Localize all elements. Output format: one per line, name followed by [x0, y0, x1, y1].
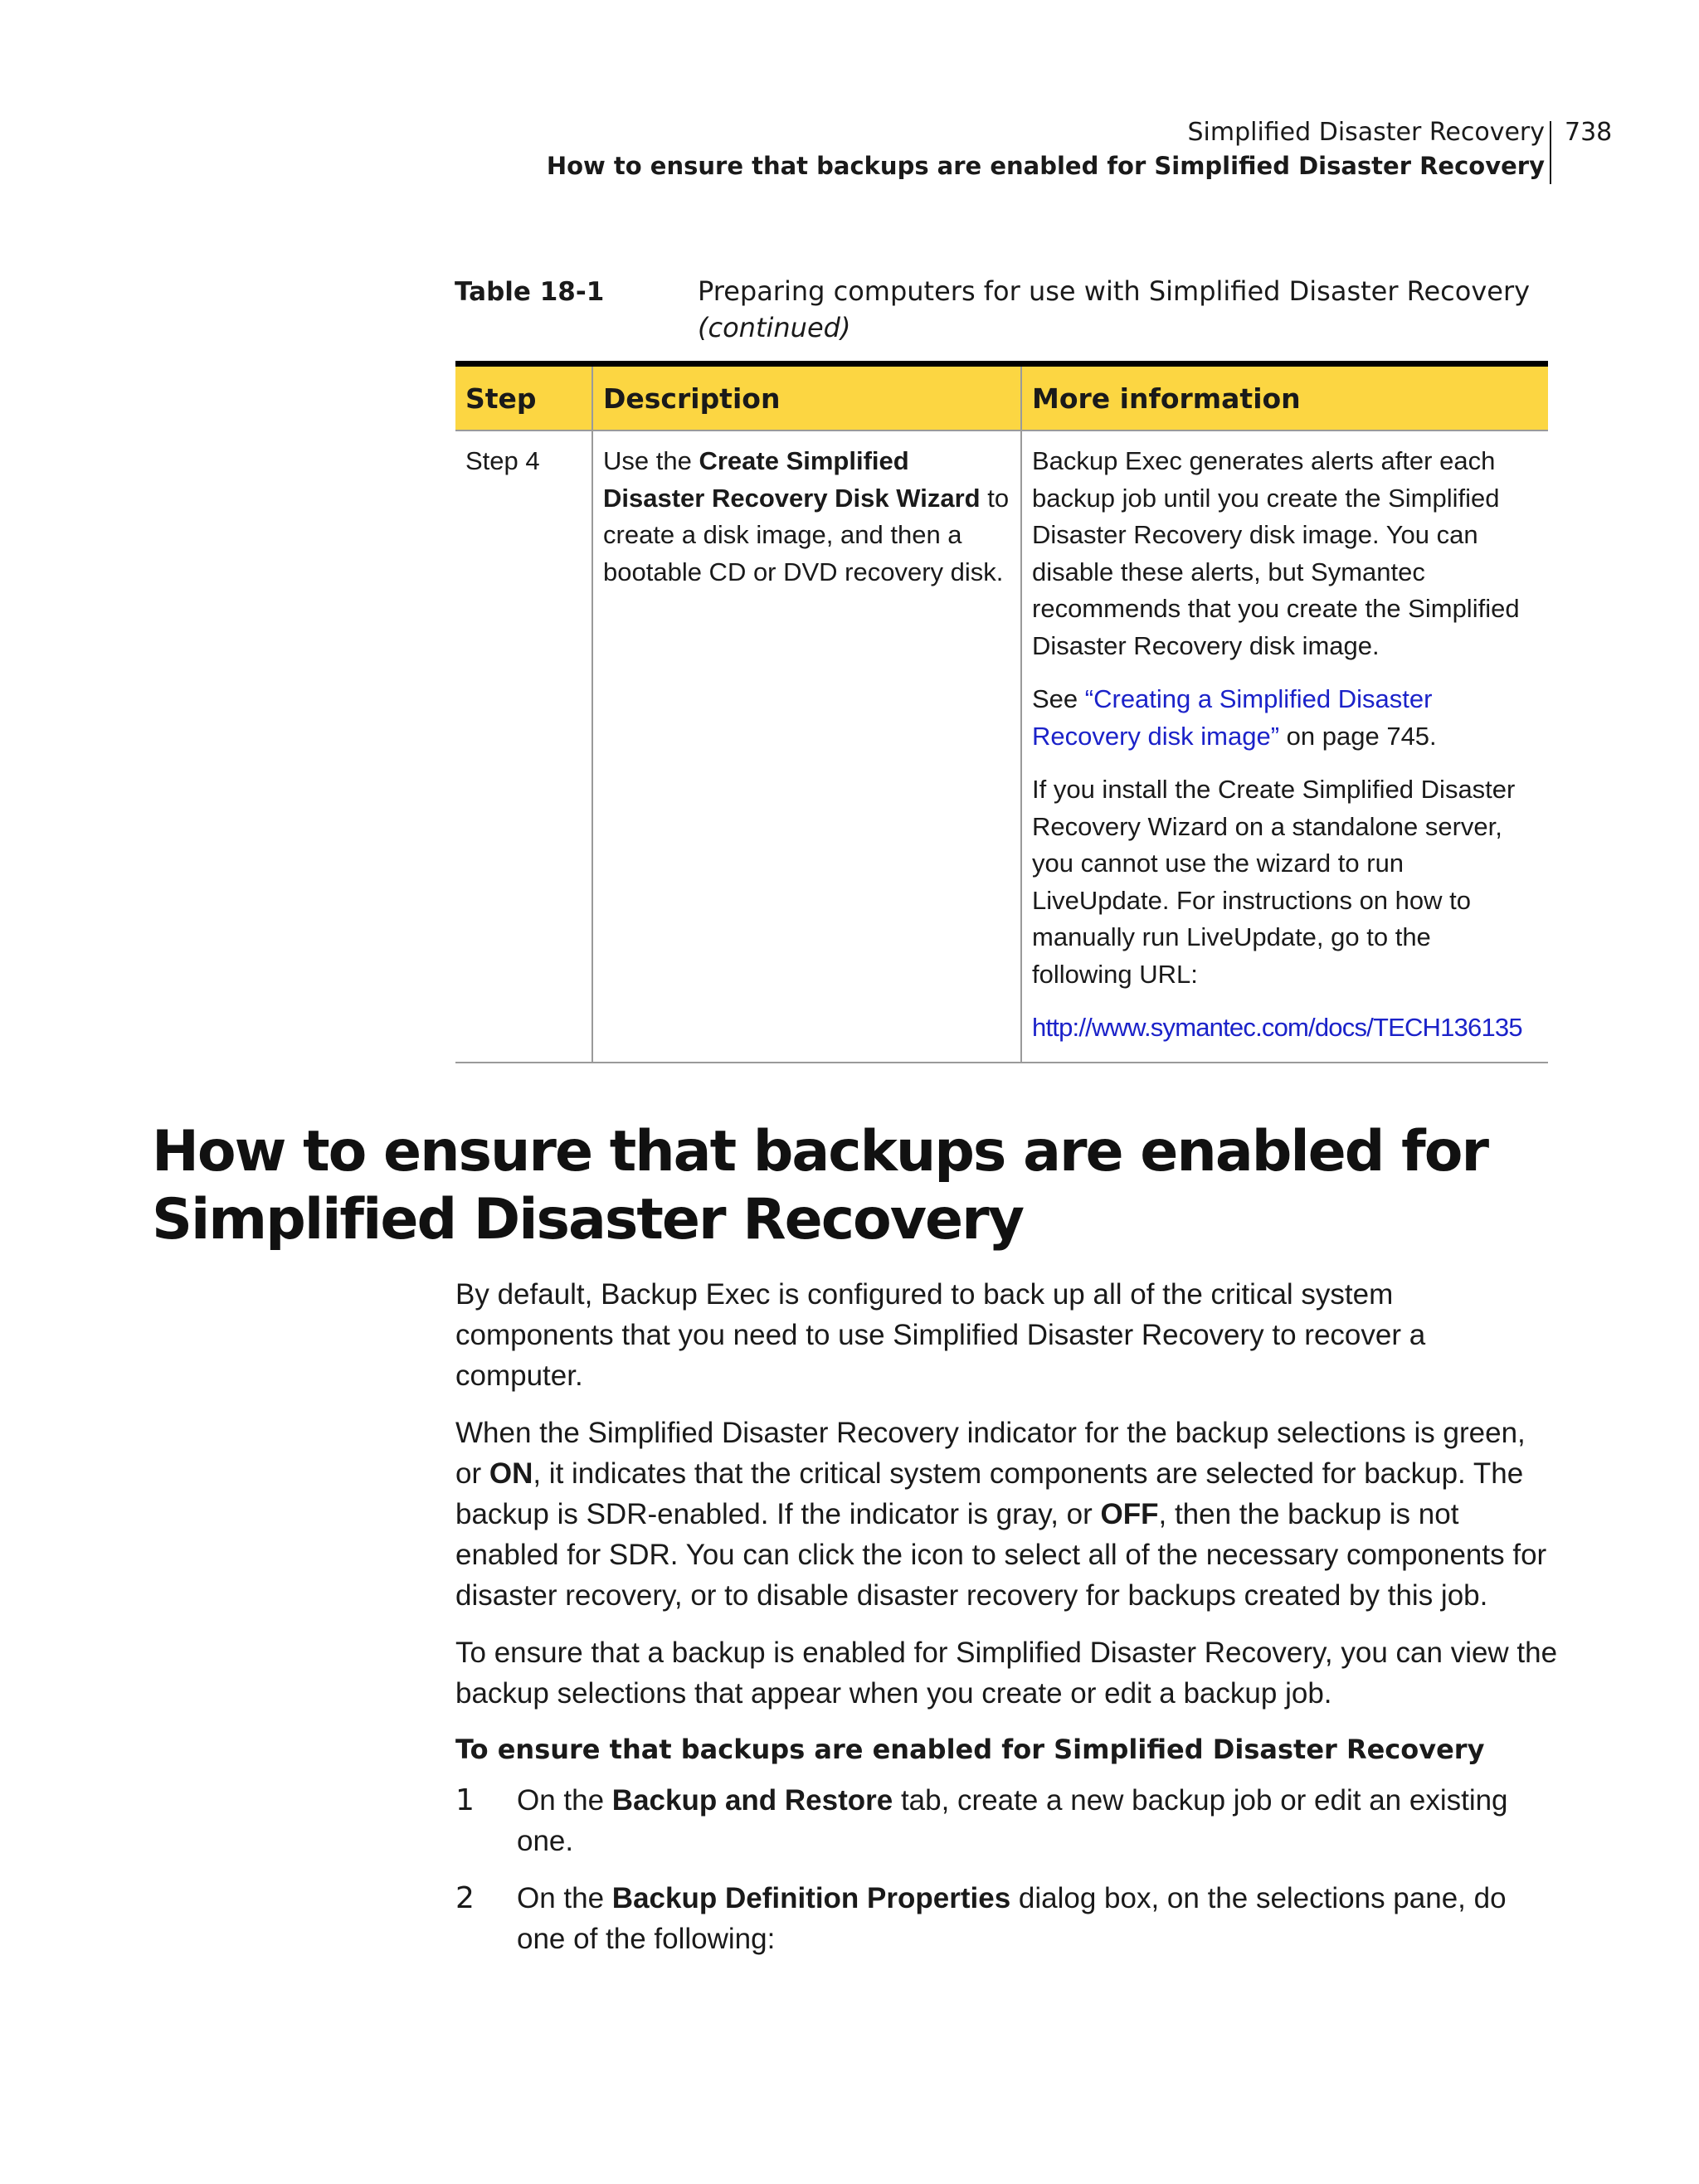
- section-body: [455, 1274, 1559, 1976]
- step-number-1: 1: [455, 1783, 475, 1817]
- table-caption: [698, 273, 1560, 346]
- header-chapter: Simplified Disaster Recovery: [1187, 118, 1545, 147]
- steps-table: [455, 361, 1548, 1063]
- step-number-2: 2: [455, 1881, 475, 1915]
- table-title: Preparing computers for use with Simplified Disaster Recovery: [698, 275, 1531, 307]
- step-2-pre: On the: [517, 1882, 612, 1914]
- table-continued: (continued): [698, 312, 851, 343]
- step-2-post: dialog box, on the selections pane, do one of the following:: [517, 1882, 1507, 1955]
- backup-definition-properties-name: Backup Definition Properties: [611, 1882, 1011, 1914]
- description-post: to create a disk image, and then a bootable CD or DVD recovery disk.: [603, 483, 1010, 586]
- paragraph-ensure: To ensure that a backup is enabled for Simplified Disaster Recovery, you can view the backup selections that appear when you create or edit a backup job.: [455, 1637, 1558, 1710]
- column-header-more-information: More information: [1021, 367, 1548, 430]
- info-paragraph-liveupdate: If you install the Create Simplified Disaster Recovery Wizard on a standalone server, you cannot use the wizard to run LiveUpdate. For instructions on how to manually run LiveUpdate, go to the following URL:: [1032, 775, 1516, 989]
- indicator-text-b: , it indicates that the critical system components are selected for backup. The backup is SDR-enabled. If the indicator is gray, or: [455, 1457, 1524, 1530]
- tech-url-link[interactable]: http://www.symantec.com/docs/TECH136135: [1032, 1013, 1522, 1042]
- column-header-description: Description: [592, 367, 1021, 430]
- table-label: Table 18-1: [455, 277, 605, 307]
- indicator-text-a: When the Simplified Disaster Recovery indicator for the backup selections is green, or: [455, 1417, 1526, 1490]
- procedure-step-2: [455, 1878, 1559, 1959]
- info-paragraph-see: [1032, 681, 1538, 755]
- info-paragraph-url: [1032, 1009, 1538, 1047]
- description-pre: Use the: [603, 446, 699, 475]
- procedure-step-1: [455, 1780, 1559, 1861]
- cell-more-information: [1021, 430, 1548, 1063]
- step-label: Step 4: [465, 446, 540, 475]
- backup-and-restore-tab-name: Backup and Restore: [611, 1784, 893, 1817]
- page-number: 738: [1565, 118, 1613, 147]
- step-1-post: tab, create a new backup job or edit an existing one.: [517, 1784, 1508, 1857]
- info-paragraph-alerts: Backup Exec generates alerts after each backup job until you create the Simplified Disaster Recovery disk image. You can disable these alerts, but Symantec recommends that you create the Simplified Disaster Recovery disk image.: [1032, 446, 1520, 660]
- indicator-text-c: , then the backup is not enabled for SDR. You can click the icon to select all of the necessary components for disaster recovery, or to disable disaster recovery for backups created by this job.: [455, 1498, 1547, 1612]
- table-row: [455, 430, 1548, 1063]
- header-section: How to ensure that backups are enabled for Simplified Disaster Recovery: [546, 152, 1545, 180]
- cross-reference-link[interactable]: “Creating a Simplified Disaster Recovery disk image”: [1032, 684, 1433, 751]
- running-header: [547, 116, 1545, 182]
- table-top-rule: [455, 361, 1548, 367]
- paragraph-default-config: By default, Backup Exec is configured to back up all of the critical system components that you need to use Simplified Disaster Recovery to recover a computer.: [455, 1278, 1426, 1392]
- header-divider: [1550, 121, 1551, 184]
- procedure-title: To ensure that backups are enabled for Simplified Disaster Recovery: [455, 1734, 1485, 1765]
- table-header-row: [455, 367, 1548, 430]
- cell-step: [455, 430, 592, 1063]
- off-keyword: OFF: [1100, 1498, 1159, 1530]
- paragraph-indicator: [455, 1413, 1559, 1616]
- see-prefix: See: [1032, 684, 1085, 713]
- on-keyword: ON: [489, 1457, 533, 1490]
- section-heading: How to ensure that backups are enabled for Simplified Disaster Recovery: [152, 1119, 1487, 1253]
- cell-description: [592, 430, 1021, 1063]
- see-suffix: on page 745.: [1279, 721, 1437, 751]
- wizard-name: Create Simplified Disaster Recovery Disk Wizard: [603, 446, 981, 513]
- step-1-pre: On the: [517, 1784, 612, 1817]
- column-header-step: Step: [455, 367, 592, 430]
